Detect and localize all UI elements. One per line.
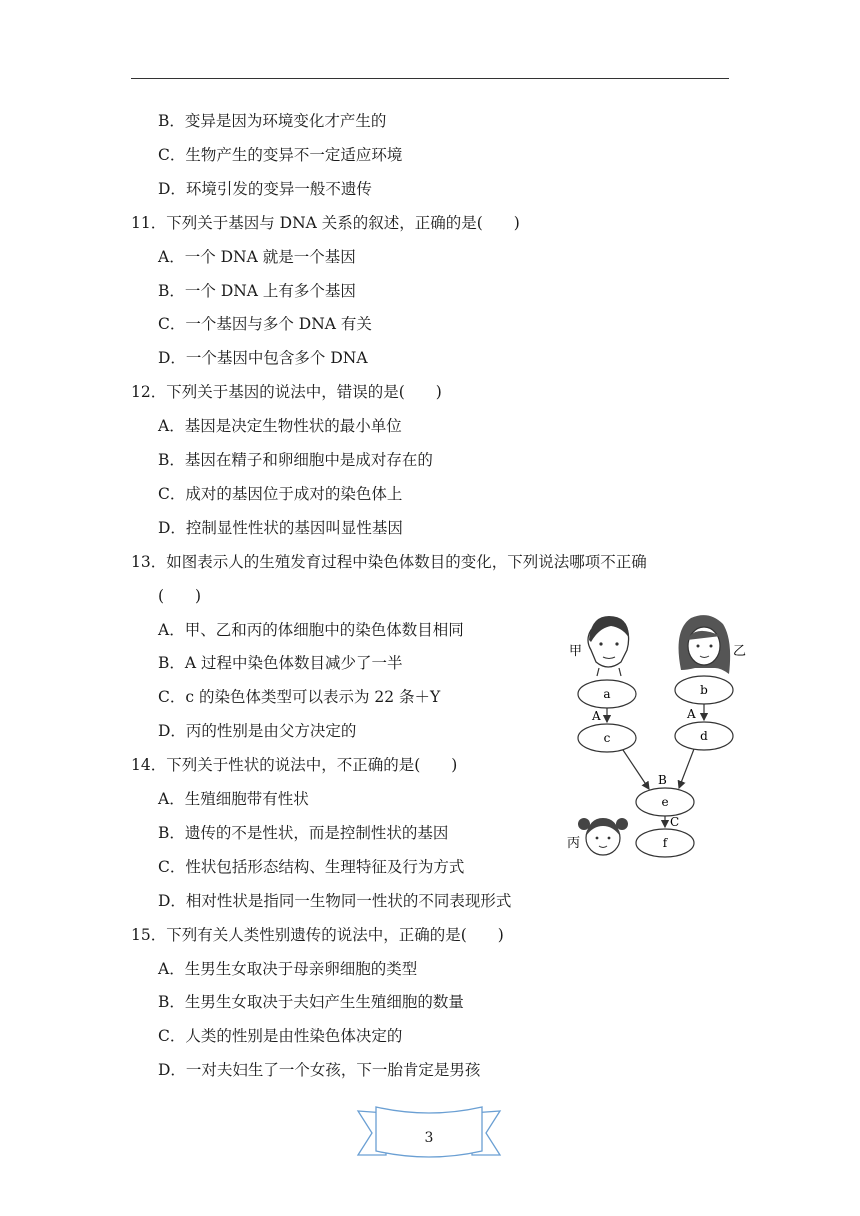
answer-option: B．变异是因为环境变化才产生的	[158, 112, 387, 130]
answer-option: A．甲、乙和丙的体细胞中的染色体数目相同	[158, 621, 464, 639]
answer-option: D．相对性状是指同一生物同一性状的不同表现形式	[158, 892, 512, 910]
answer-option: B．生男生女取决于夫妇产生生殖细胞的数量	[158, 993, 464, 1011]
father-label: 甲	[569, 644, 583, 659]
mother-face-icon	[679, 615, 731, 674]
question-stem: 13．如图表示人的生殖发育过程中染色体数目的变化，下列说法哪项不正确	[131, 553, 647, 571]
process-c-label: C	[670, 815, 680, 829]
answer-option: C．c 的染色体类型可以表示为 22 条＋Y	[158, 688, 441, 706]
answer-option: A．生男生女取决于母亲卵细胞的类型	[158, 960, 418, 978]
answer-option: C．生物产生的变异不一定适应环境	[158, 146, 403, 164]
answer-option: B．遗传的不是性状，而是控制性状的基因	[158, 824, 449, 842]
answer-option: B．基因在精子和卵细胞中是成对存在的	[158, 451, 433, 469]
node-e-label: e	[661, 795, 669, 809]
father-face-icon	[588, 616, 629, 676]
answer-blank: ( )	[158, 587, 202, 605]
answer-option: A．生殖细胞带有性状	[158, 790, 309, 808]
answer-option: C．性状包括形态结构、生理特征及行为方式	[158, 858, 465, 876]
answer-option: B．A 过程中染色体数目减少了一半	[158, 654, 403, 672]
node-b-label: b	[700, 683, 708, 697]
answer-option: D．控制显性性状的基因叫显性基因	[158, 519, 403, 537]
child-label: 丙	[567, 836, 581, 851]
reproduction-diagram	[563, 610, 753, 870]
child-face-icon	[578, 818, 628, 855]
process-b-label: B	[658, 773, 667, 787]
node-d-label: d	[700, 729, 708, 743]
arrow-d-to-e	[679, 749, 694, 788]
answer-option: A．一个 DNA 就是一个基因	[158, 248, 356, 266]
page-number: 3	[424, 1130, 434, 1146]
arrow-c-to-e	[623, 750, 649, 789]
process-a-left-label: A	[592, 709, 601, 723]
header-rule	[131, 78, 729, 79]
question-stem: 14．下列关于性状的说法中，不正确的是( )	[131, 756, 458, 774]
process-a-right-label: A	[687, 707, 696, 721]
answer-option: D．一个基因中包含多个 DNA	[158, 349, 368, 367]
answer-option: D．一对夫妇生了一个女孩，下一胎肯定是男孩	[158, 1061, 481, 1079]
answer-option: D．丙的性别是由父方决定的	[158, 722, 357, 740]
mother-label: 乙	[733, 644, 747, 659]
node-a-label: a	[603, 687, 611, 701]
question-stem: 15．下列有关人类性别遗传的说法中，正确的是( )	[131, 926, 504, 944]
node-c-label: c	[603, 731, 611, 745]
question-stem: 11．下列关于基因与 DNA 关系的叙述，正确的是( )	[131, 214, 520, 232]
answer-option: A．基因是决定生物性状的最小单位	[158, 417, 402, 435]
answer-option: C．人类的性别是由性染色体决定的	[158, 1027, 403, 1045]
answer-option: D．环境引发的变异一般不遗传	[158, 180, 372, 198]
question-stem: 12．下列关于基因的说法中，错误的是( )	[131, 383, 442, 401]
answer-option: C．成对的基因位于成对的染色体上	[158, 485, 403, 503]
answer-option: C．一个基因与多个 DNA 有关	[158, 315, 372, 333]
answer-option: B．一个 DNA 上有多个基因	[158, 282, 356, 300]
node-f-label: f	[662, 836, 668, 850]
